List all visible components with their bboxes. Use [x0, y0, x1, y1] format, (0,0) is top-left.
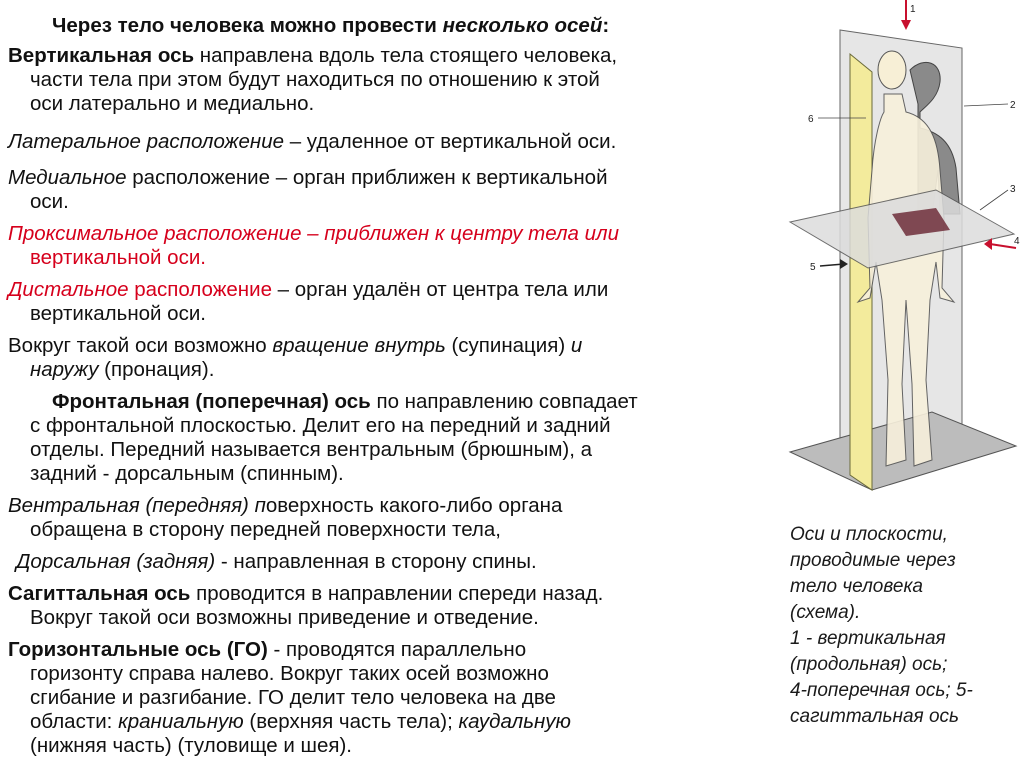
rotation-and: и [570, 334, 583, 357]
horizontal-axis-line3: сгибание и разгибание. ГО делит тело человека на две [30, 686, 556, 709]
sagittal-axis-line2: Вокруг такой оси возможны приведение и отведение. [30, 606, 539, 629]
caudal-term: каудальную [458, 710, 571, 733]
label-1: 1 [910, 4, 916, 15]
label-6: 6 [808, 114, 814, 125]
intro-line [52, 14, 609, 38]
proximal-text: Проксимальное расположение – приближен к центру тела или [8, 222, 619, 245]
horizontal-axis-text: - проводятся параллельно [267, 638, 527, 661]
medial-line2: оси. [30, 190, 69, 213]
rotation-text-a: Вокруг такой оси возможно [8, 334, 273, 357]
rotation-text-c: (супинация) [445, 334, 571, 357]
horizontal-axis-line2: горизонту справа налево. Вокруг таких осей возможно [30, 662, 549, 685]
dorsal-line [16, 550, 537, 574]
lateral-term: Латеральное расположение [8, 130, 285, 153]
label-2: 2 [1010, 100, 1016, 111]
frontal-axis-line3: отделы. Передний называется вентральным (брюшным), а [30, 438, 593, 461]
label-5: 5 [810, 262, 816, 273]
distal-text: – орган удалён от центра тела или [271, 278, 609, 301]
caption-line-7: 4-поперечная ось; 5- [790, 680, 973, 701]
horizontal-l4c: (верхняя часть тела); [243, 710, 459, 733]
sagittal-axis-term: Сагиттальная ось [8, 582, 191, 605]
caption-line-5: 1 - вертикальная [790, 628, 946, 649]
lateral-line [8, 130, 616, 154]
ventral-term: Вентральная (передняя) [8, 494, 255, 517]
frontal-plane [850, 54, 872, 490]
rotation-line1 [8, 334, 582, 358]
medial-term: Медиальное [8, 166, 127, 189]
rotation-inward: вращение внутрь [272, 334, 446, 357]
proximal-line1 [8, 222, 619, 246]
horizontal-axis-line5: (нижняя часть) (туловище и шея). [30, 734, 352, 757]
cranial-term: краниальную [118, 710, 244, 733]
intro-colon: : [602, 14, 610, 37]
distal-term2: расположение [128, 278, 272, 301]
vertical-axis-line1 [8, 44, 617, 68]
caption-line-1: Оси и плоскости, [790, 524, 948, 545]
horizontal-axis-line4 [30, 710, 571, 734]
head [878, 51, 906, 89]
axes-planes-figure [780, 0, 1024, 512]
medial-text: расположение – орган приближен к вертикальной [126, 166, 608, 189]
rotation-line2 [30, 358, 214, 382]
vertical-axis-line3: оси латерально и медиально. [30, 92, 315, 115]
caption-line-8: сагиттальная ось [790, 706, 960, 727]
caption-line-4: (схема). [790, 602, 861, 623]
distal-line1 [8, 278, 608, 302]
distal-term: Дистальное [8, 278, 129, 301]
sagittal-axis-text: проводится в направлении спереди назад. [190, 582, 604, 605]
proximal-line2: вертикальной оси. [30, 246, 206, 269]
frontal-axis-term: Фронтальная (поперечная) ось [52, 390, 371, 413]
leader-2 [964, 104, 1008, 106]
frontal-axis-line1 [52, 390, 638, 414]
rotation-text-f: (пронация). [98, 358, 215, 381]
horizontal-axis-term: Горизонтальные ось (ГО) [8, 638, 268, 661]
caption-line-6: (продольная) ось; [790, 654, 948, 675]
ventral-p: п [254, 494, 266, 517]
ventral-text: оверхность какого-либо органа [265, 494, 563, 517]
frontal-axis-text: по направлению совпадает [370, 390, 638, 413]
distal-line2: вертикальной оси. [30, 302, 206, 325]
label-3: 3 [1010, 184, 1016, 195]
vertical-axis-term: Вертикальная ось [8, 44, 195, 67]
frontal-axis-line2: с фронтальной плоскостью. Делит его на передний и задний [30, 414, 611, 437]
vertical-axis-text: направлена вдоль тела стоящего человека, [194, 44, 618, 67]
dorsal-text: - направленная в сторону спины. [215, 550, 537, 573]
lateral-text: – удаленное от вертикальной оси. [284, 130, 617, 153]
vertical-axis-arrowhead [901, 20, 911, 30]
dorsal-term: Дорсальная (задняя) [16, 550, 216, 573]
ventral-line2: обращена в сторону передней поверхности тела, [30, 518, 501, 541]
label-4: 4 [1014, 236, 1020, 247]
vertical-axis-line2: части тела при этом будут находиться по отношению к этой [30, 68, 600, 91]
horizontal-axis-line1 [8, 638, 526, 662]
medial-line1 [8, 166, 608, 190]
caption-line-3: тело человека [790, 576, 923, 597]
leader-3 [980, 190, 1008, 210]
frontal-axis-line4: задний - дорсальным (спинным). [30, 462, 344, 485]
ventral-line1 [8, 494, 562, 518]
intro-text: Через тело человека можно провести [52, 14, 443, 37]
sagittal-axis-line1 [8, 582, 603, 606]
rotation-outward: наружу [30, 358, 99, 381]
caption-line-2: проводимые через [790, 550, 956, 571]
transverse-axis-arrow [990, 244, 1016, 248]
intro-emph: несколько осей [442, 14, 603, 37]
horizontal-l4a: области: [30, 710, 119, 733]
